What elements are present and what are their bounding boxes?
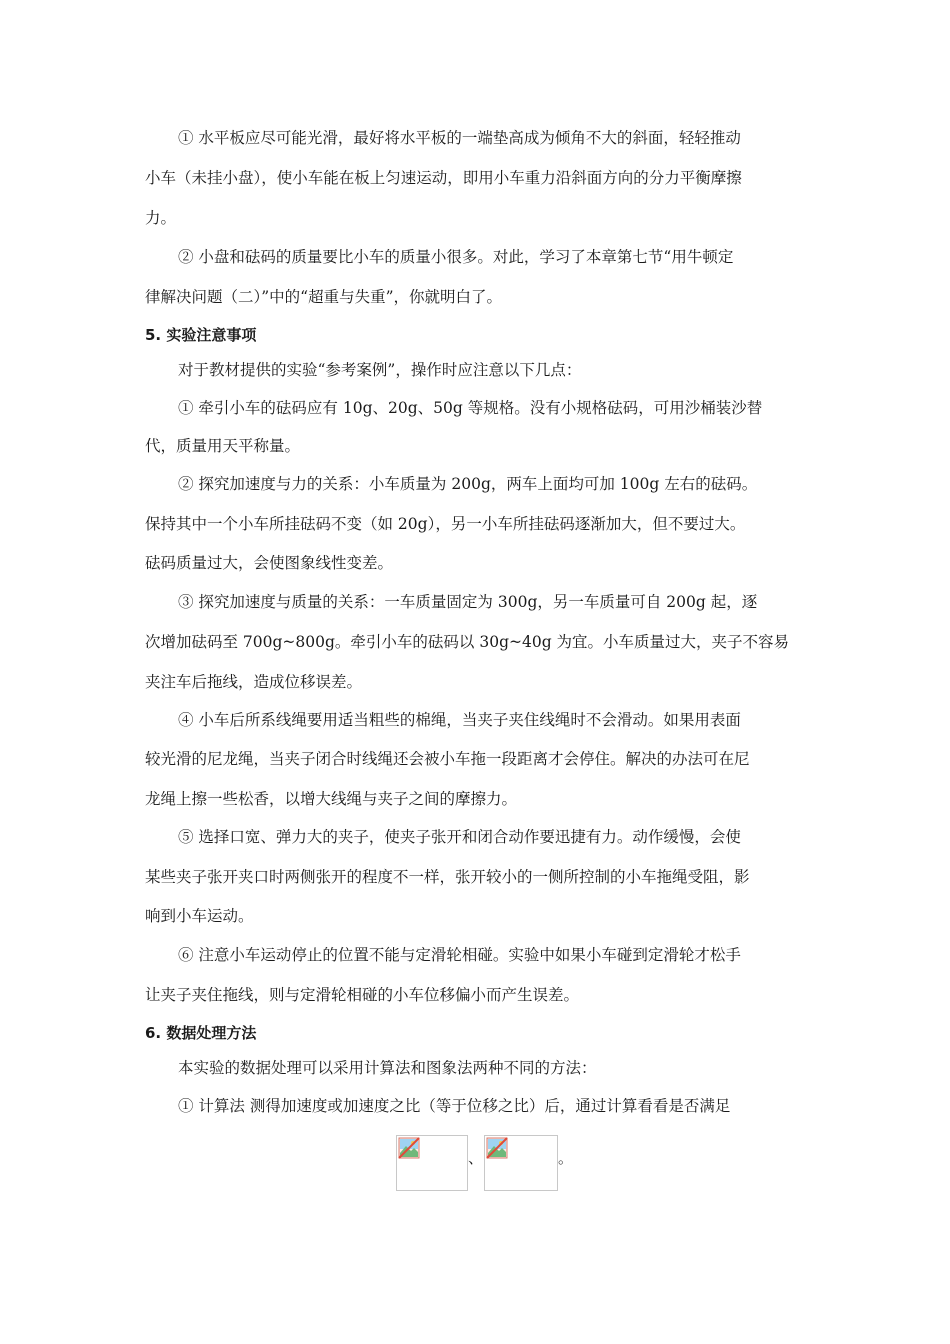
paragraph-line: ⑤ 选择口宽、弹力大的夹子，使夹子张开和闭合动作要迅捷有力。动作缓慢，会使 bbox=[178, 828, 741, 846]
paragraph-line: 律解决问题（二）”中的“超重与失重”，你就明白了。 bbox=[145, 288, 503, 306]
paragraph-line: ① 水平板应尽可能光滑，最好将水平板的一端垫高成为倾角不大的斜面，轻轻推动 bbox=[178, 129, 741, 147]
paragraph-line: 响到小车运动。 bbox=[145, 907, 254, 925]
formula-image-2 bbox=[484, 1135, 558, 1191]
paragraph-line: 让夹子夹住拖线，则与定滑轮相碰的小车位移偏小而产生误差。 bbox=[145, 986, 580, 1004]
section-heading: 6. 数据处理方法 bbox=[145, 1024, 257, 1042]
paragraph-line: ① 牵引小车的砝码应有 10g、20g、50g 等规格。没有小规格砝码，可用沙桶装沙替 bbox=[178, 399, 763, 417]
broken-image-icon bbox=[398, 1137, 420, 1159]
paragraph-line: 本实验的数据处理可以采用计算法和图象法两种不同的方法： bbox=[178, 1059, 597, 1077]
paragraph-line: 小车（未挂小盘），使小车能在板上匀速运动，即用小车重力沿斜面方向的分力平衡摩擦 bbox=[145, 169, 742, 187]
paragraph-line: ① 计算法 测得加速度或加速度之比（等于位移之比）后，通过计算看看是否满足 bbox=[178, 1097, 731, 1115]
formula-end-period: 。 bbox=[558, 1149, 574, 1167]
paragraph-line: 砝码质量过大，会使图象线性变差。 bbox=[145, 554, 394, 572]
formula-separator: 、 bbox=[468, 1149, 484, 1167]
paragraph-line: ② 小盘和砝码的质量要比小车的质量小很多。对此，学习了本章第七节“用牛顿定 bbox=[178, 248, 734, 266]
paragraph-line: 夹注车后拖线，造成位移误差。 bbox=[145, 673, 363, 691]
paragraph-line: 代，质量用天平称量。 bbox=[145, 437, 301, 455]
formula-image-1 bbox=[396, 1135, 468, 1191]
section-heading: 5. 实验注意事项 bbox=[145, 326, 257, 344]
paragraph-line: 次增加砝码至 700g~800g。牵引小车的砝码以 30g~40g 为宜。小车质量过大，夹子不容易 bbox=[145, 633, 790, 651]
paragraph-line: 保持其中一个小车所挂砝码不变（如 20g），另一小车所挂砝码逐渐加大，但不要过大。 bbox=[145, 515, 746, 533]
paragraph-line: ⑥ 注意小车运动停止的位置不能与定滑轮相碰。实验中如果小车碰到定滑轮才松手 bbox=[178, 946, 741, 964]
broken-image-icon bbox=[486, 1137, 508, 1159]
paragraph-line: ④ 小车后所系线绳要用适当粗些的棉绳，当夹子夹住线绳时不会滑动。如果用表面 bbox=[178, 711, 741, 729]
paragraph-line: ③ 探究加速度与质量的关系：一车质量固定为 300g，另一车质量可自 200g 起，逐 bbox=[178, 593, 758, 611]
paragraph-line: 龙绳上擦一些松香，以增大线绳与夹子之间的摩擦力。 bbox=[145, 790, 518, 808]
paragraph-line: 某些夹子张开夹口时两侧张开的程度不一样，张开较小的一侧所控制的小车拖绳受阻，影 bbox=[145, 868, 750, 886]
formula-row bbox=[396, 1135, 596, 1193]
paragraph-line: 对于教材提供的实验“参考案例”，操作时应注意以下几点： bbox=[178, 361, 582, 379]
paragraph-line: ② 探究加速度与力的关系：小车质量为 200g，两车上面均可加 100g 左右的砝码。 bbox=[178, 475, 758, 493]
paragraph-line: 力。 bbox=[145, 209, 177, 227]
paragraph-line: 较光滑的尼龙绳，当夹子闭合时线绳还会被小车拖一段距离才会停住。解决的办法可在尼 bbox=[145, 750, 750, 768]
